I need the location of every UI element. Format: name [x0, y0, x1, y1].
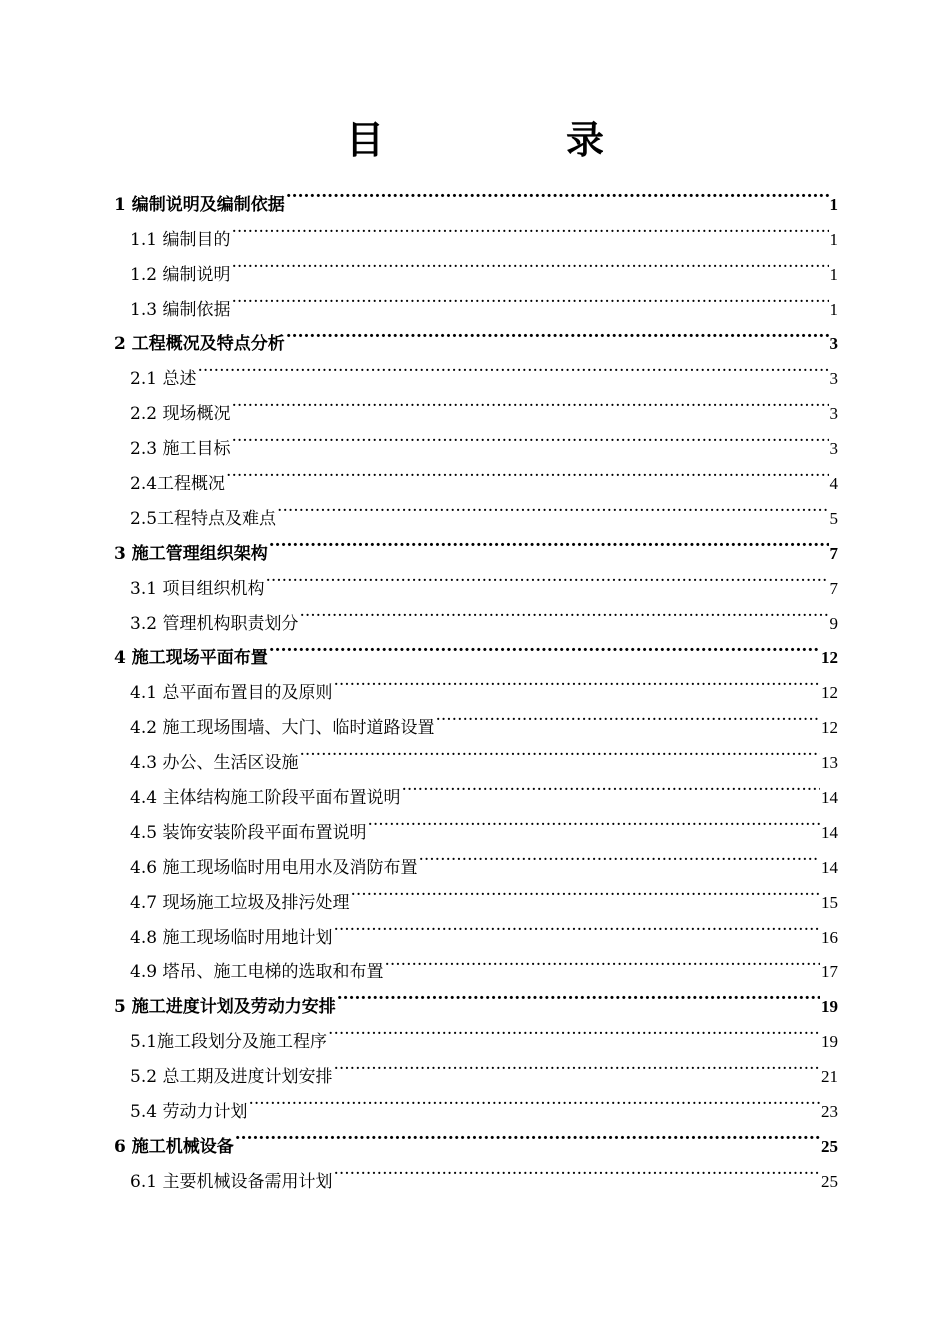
toc-entry-title: 1.1 编制目的: [130, 229, 231, 250]
toc-dot-leader: [328, 1012, 820, 1047]
toc-page-number: 1: [829, 229, 838, 249]
toc-page-number: 14: [821, 788, 838, 808]
toc-dot-leader: [269, 524, 829, 559]
toc-page-number: 3: [829, 404, 838, 424]
toc-dot-leader: [235, 1117, 820, 1152]
toc-entry-title: 4.3 办公、生活区设施: [130, 753, 299, 774]
toc-page-number: 19: [821, 997, 838, 1017]
toc-entry-title: 1 编制说明及编制依据: [114, 194, 285, 215]
toc-dot-leader: [265, 559, 828, 594]
toc-dot-leader: [418, 838, 820, 873]
toc-dot-leader: [231, 245, 828, 280]
toc-entry-title: 2.5工程特点及难点: [130, 508, 277, 529]
toc-entry-title: 3 施工管理组织架构: [114, 543, 268, 564]
toc-entry-title: 2.2 现场概况: [130, 404, 231, 425]
toc-page-number: 17: [821, 962, 838, 982]
toc-page-number: 19: [821, 1032, 838, 1052]
toc-page-number: 7: [829, 578, 838, 598]
page-title: 目 录: [345, 117, 676, 162]
toc-entry-title: 4.1 总平面布置目的及原则: [130, 683, 333, 704]
toc-entry-title: 2.1 总述: [130, 369, 197, 390]
toc-entry-title: 5.1施工段划分及施工程序: [130, 1032, 328, 1053]
toc-entry-title: 4.5 装饰安装阶段平面布置说明: [130, 822, 367, 843]
toc-page-number: 12: [821, 683, 838, 703]
toc-entry-title: 2.3 施工目标: [130, 439, 231, 460]
toc-dot-leader: [231, 210, 828, 245]
toc-page-number: 5: [829, 508, 838, 528]
toc-entry-title: 6.1 主要机械设备需用计划: [130, 1171, 333, 1192]
toc-page-number: 1: [829, 194, 838, 214]
table-of-contents: [114, 175, 838, 1192]
toc-entry-title: 4 施工现场平面布置: [114, 648, 268, 669]
toc-entry-title: 4.8 施工现场临时用地计划: [130, 927, 333, 948]
toc-chapter-entry[interactable]: [114, 175, 838, 215]
toc-page-number: 1: [829, 264, 838, 284]
toc-dot-leader: [277, 489, 828, 524]
toc-section-entry[interactable]: [114, 384, 838, 425]
toc-dot-leader: [226, 454, 828, 489]
toc-dot-leader: [333, 1047, 820, 1082]
toc-entry-title: 1.2 编制说明: [130, 264, 231, 285]
toc-entry-title: 2.4工程概况: [130, 474, 226, 495]
toc-dot-leader: [401, 768, 820, 803]
toc-entry-title: 4.7 现场施工垃圾及排污处理: [130, 892, 350, 913]
toc-dot-leader: [286, 175, 829, 210]
toc-page-number: 12: [821, 718, 838, 738]
toc-page-number: 21: [821, 1067, 838, 1087]
toc-page-number: 4: [829, 474, 838, 494]
toc-dot-leader: [337, 977, 820, 1012]
toc-page-number: 12: [821, 648, 838, 668]
toc-entry-title: 5.4 劳动力计划: [130, 1102, 248, 1123]
toc-dot-leader: [333, 1152, 820, 1187]
toc-page-number: 14: [821, 857, 838, 877]
toc-entry-title: 5 施工进度计划及劳动力安排: [114, 997, 336, 1018]
toc-entry-title: 4.4 主体结构施工阶段平面布置说明: [130, 788, 401, 809]
toc-dot-leader: [286, 315, 829, 350]
toc-page-number: 7: [829, 543, 838, 563]
toc-dot-leader: [231, 384, 828, 419]
toc-entry-title: 3.1 项目组织机构: [130, 578, 265, 599]
toc-dot-leader: [333, 663, 820, 698]
toc-page-number: 1: [829, 299, 838, 319]
toc-dot-leader: [269, 629, 820, 664]
toc-dot-leader: [435, 698, 820, 733]
toc-section-entry[interactable]: [114, 349, 838, 390]
toc-dot-leader: [367, 803, 820, 838]
toc-dot-leader: [248, 1082, 820, 1117]
toc-dot-leader: [231, 419, 828, 454]
toc-dot-leader: [350, 873, 820, 908]
toc-dot-leader: [231, 280, 828, 315]
toc-page-number: 23: [821, 1102, 838, 1122]
toc-dot-leader: [333, 908, 820, 943]
toc-entry-title: 2 工程概况及特点分析: [114, 334, 285, 355]
toc-entry-title: 3.2 管理机构职责划分: [130, 613, 299, 634]
toc-page-number: 14: [821, 822, 838, 842]
toc-dot-leader: [299, 594, 828, 629]
toc-page-number: 25: [821, 1136, 838, 1156]
toc-page-number: 3: [829, 334, 838, 354]
toc-entry-title: 4.9 塔吊、施工电梯的选取和布置: [130, 962, 384, 983]
toc-page-number: 9: [829, 613, 838, 633]
toc-page-number: 15: [821, 892, 838, 912]
toc-page-number: 3: [829, 439, 838, 459]
toc-entry-title: 1.3 编制依据: [130, 299, 231, 320]
toc-entry-title: 4.2 施工现场围墙、大门、临时道路设置: [130, 718, 435, 739]
toc-page-number: 16: [821, 927, 838, 947]
toc-page-number: 25: [821, 1171, 838, 1191]
toc-dot-leader: [299, 733, 820, 768]
toc-entry-title: 5.2 总工期及进度计划安排: [130, 1067, 333, 1088]
toc-entry-title: 4.6 施工现场临时用电用水及消防布置: [130, 857, 418, 878]
toc-dot-leader: [384, 943, 820, 978]
toc-entry-title: 6 施工机械设备: [114, 1136, 234, 1157]
toc-page-number: 13: [821, 753, 838, 773]
toc-page-number: 3: [829, 369, 838, 389]
toc-dot-leader: [197, 349, 828, 384]
